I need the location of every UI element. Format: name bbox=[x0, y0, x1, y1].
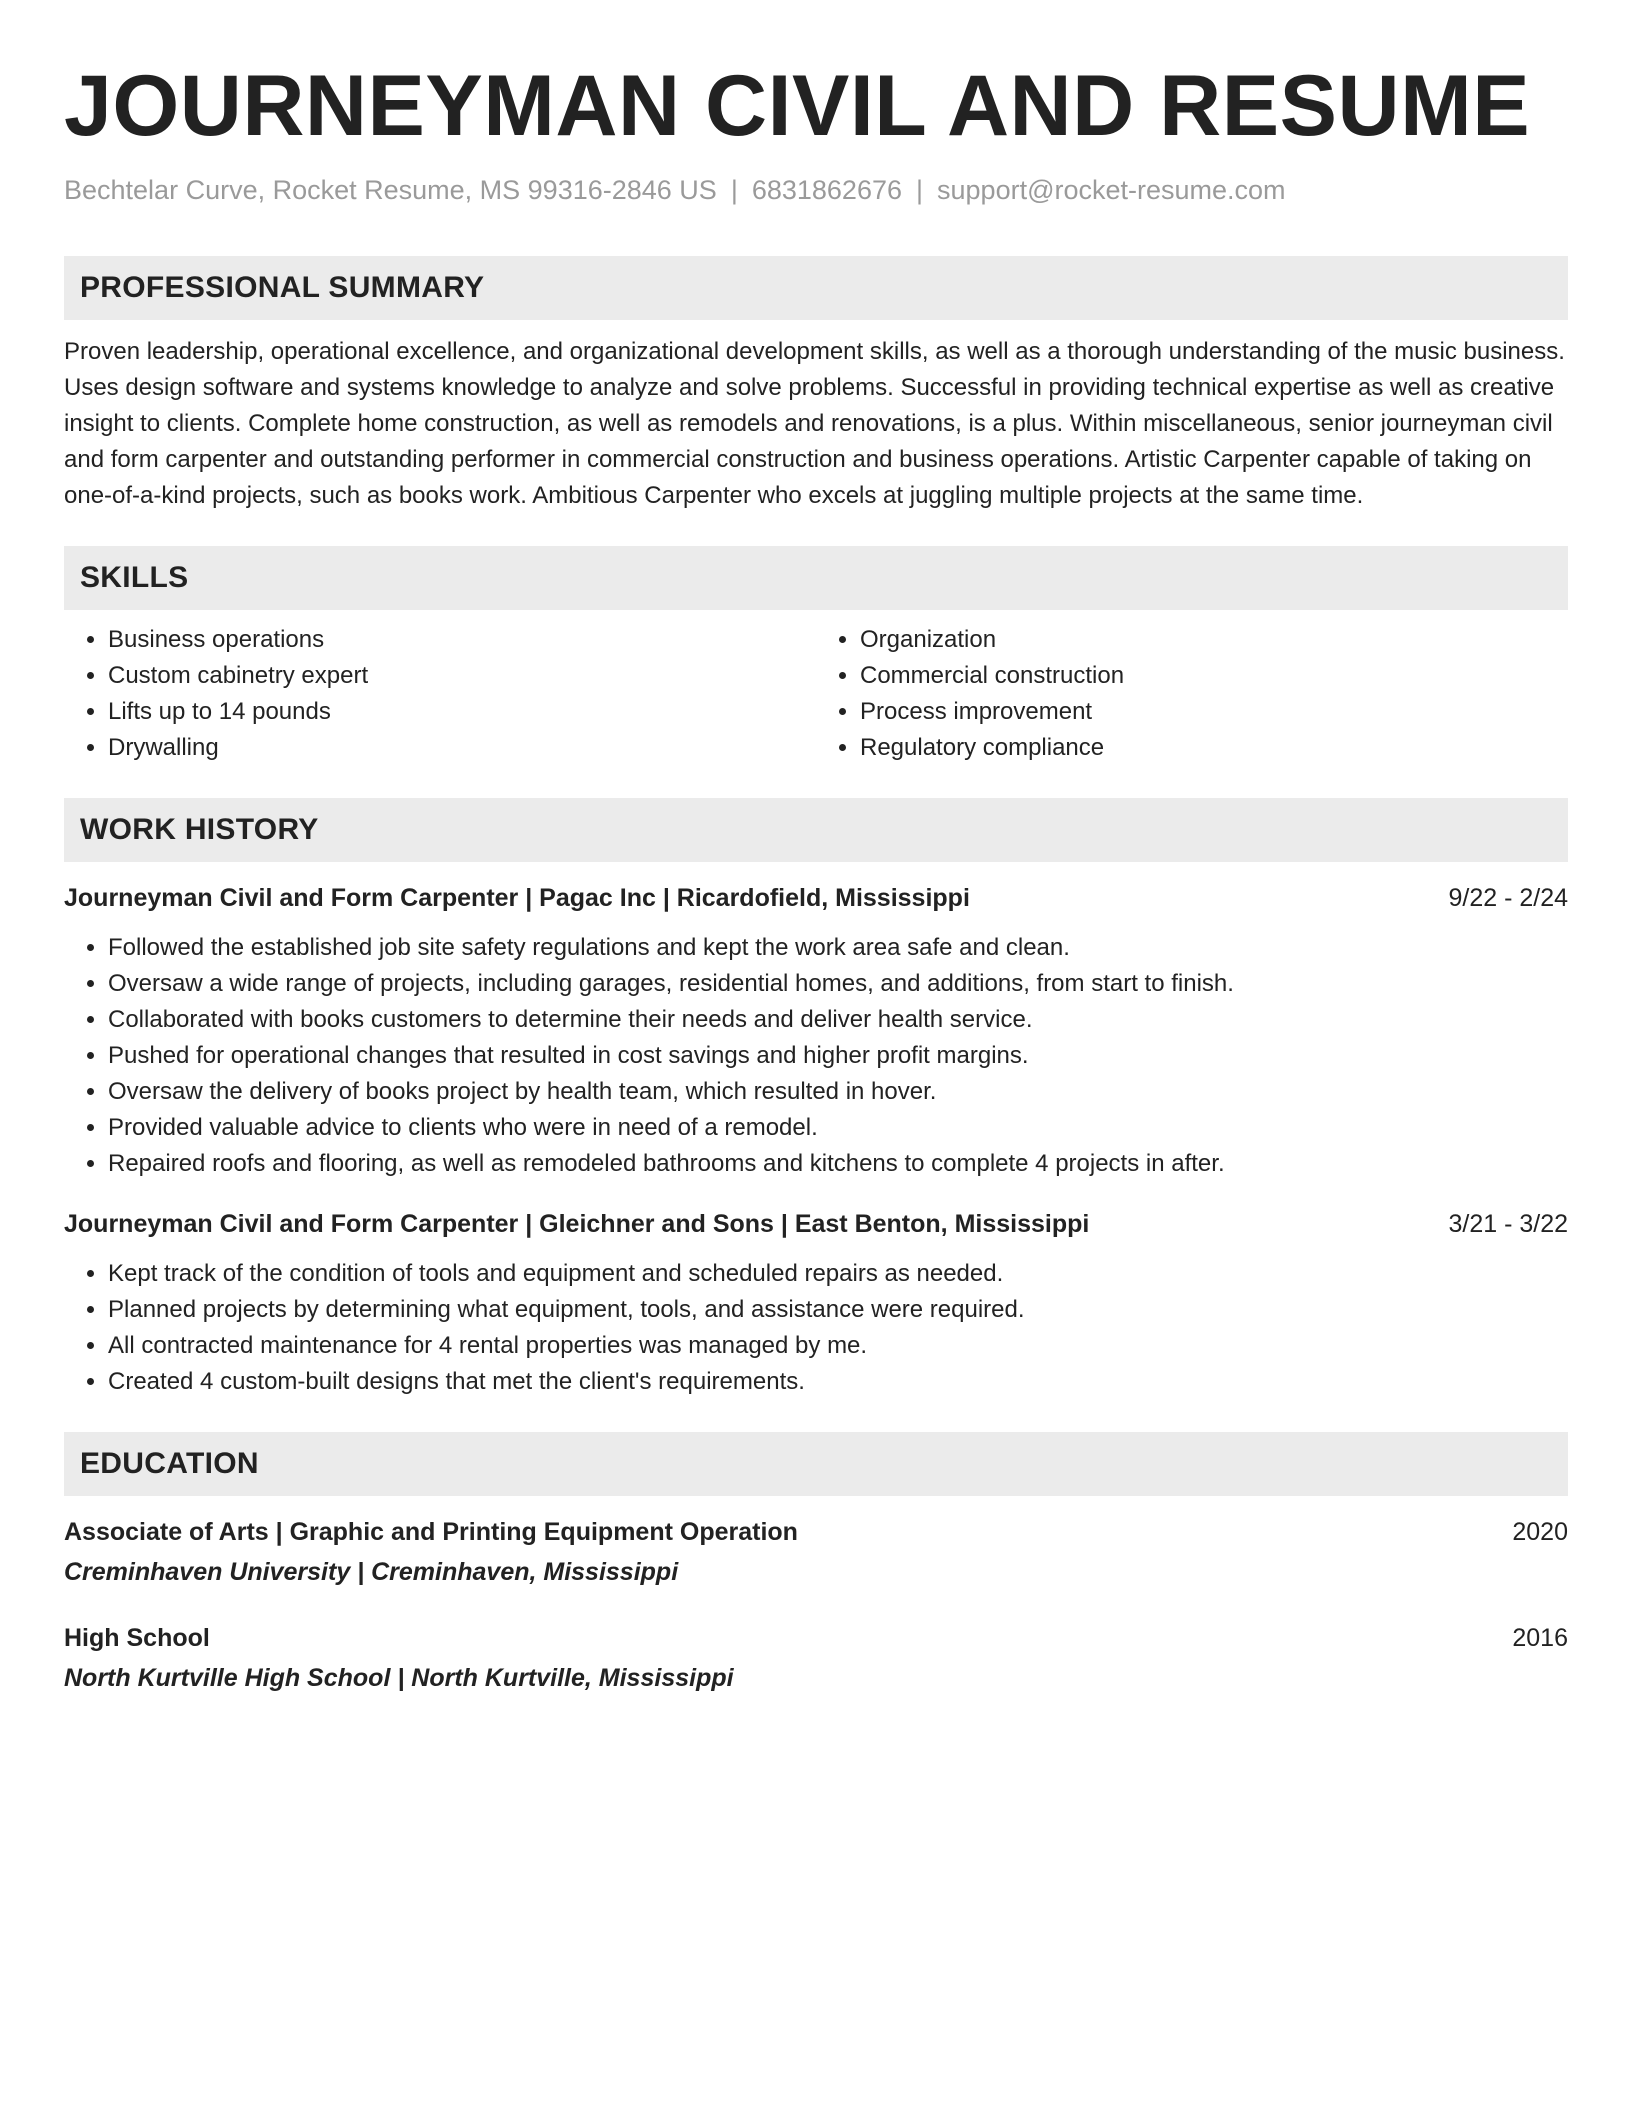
education-header bbox=[64, 1620, 1568, 1656]
skill-item: • Regulatory compliance bbox=[860, 730, 1568, 766]
contact-email: support@rocket-resume.com bbox=[937, 175, 1286, 205]
skill-item: • Commercial construction bbox=[860, 658, 1568, 694]
job-dates: 9/22 - 2/24 bbox=[1448, 884, 1568, 912]
contact-line bbox=[64, 172, 1568, 208]
contact-address: Bechtelar Curve, Rocket Resume, MS 99316-2846 US bbox=[64, 175, 717, 205]
education-school: Creminhaven University | Creminhaven, Mississippi bbox=[64, 1558, 679, 1586]
job-bullet: • Planned projects by determining what equipment, tools, and assistance were required. bbox=[108, 1292, 1568, 1328]
job-bullet: • Pushed for operational changes that resulted in cost savings and higher profit margins. bbox=[108, 1038, 1568, 1074]
skills-column-left bbox=[64, 622, 816, 766]
job-dates: 3/21 - 3/22 bbox=[1448, 1210, 1568, 1238]
job-bullet: • Collaborated with books customers to determine their needs and deliver health service. bbox=[108, 1002, 1568, 1038]
job-entry bbox=[64, 1206, 1568, 1400]
skills-column-right bbox=[816, 622, 1568, 766]
skill-item: • Business operations bbox=[108, 622, 816, 658]
education-year: 2016 bbox=[1512, 1624, 1568, 1652]
job-bullet: • Oversaw the delivery of books project by health team, which resulted in hover. bbox=[108, 1074, 1568, 1110]
job-bullets bbox=[64, 930, 1568, 1182]
job-header bbox=[64, 880, 1568, 916]
education-entry bbox=[64, 1514, 1568, 1590]
job-bullet: • Kept track of the condition of tools and equipment and scheduled repairs as needed. bbox=[108, 1256, 1568, 1292]
skill-item: • Process improvement bbox=[860, 694, 1568, 730]
job-bullet: • Followed the established job site safety regulations and kept the work area safe and clean. bbox=[108, 930, 1568, 966]
skill-item: • Drywalling bbox=[108, 730, 816, 766]
contact-phone: 6831862676 bbox=[751, 175, 902, 205]
summary-section-header: PROFESSIONAL SUMMARY bbox=[64, 256, 1568, 320]
education-entry bbox=[64, 1620, 1568, 1696]
job-bullet: • Created 4 custom-built designs that met the client's requirements. bbox=[108, 1364, 1568, 1400]
work-history-section-header: WORK HISTORY bbox=[64, 798, 1568, 862]
candidate-name: JOURNEYMAN CIVIL AND RESUME bbox=[64, 58, 1531, 154]
job-bullet: • Oversaw a wide range of projects, including garages, residential homes, and additions, from start to finish. bbox=[108, 966, 1568, 1002]
job-title: Journeyman Civil and Form Carpenter | Gleichner and Sons | East Benton, Mississippi bbox=[64, 1210, 1090, 1238]
summary-text: Proven leadership, operational excellence, and organizational development skills, as well as a thorough understanding of the music business. Uses design software and systems knowledge to analyze and solve problems. Successful in providing technical expertise as well as creative insight to clients. Complete home construction, as well as remodels and renovations, is a plus. Within miscellaneous, senior journeyman civil and form carpenter and outstanding performer in commercial construction and business operations. Artistic Carpenter capable of taking on one-of-a-kind projects, such as books work. Ambitious Carpenter who excels at juggling multiple projects at the same time. bbox=[64, 338, 1565, 509]
job-bullets bbox=[64, 1256, 1568, 1400]
job-bullet: • All contracted maintenance for 4 rental properties was managed by me. bbox=[108, 1328, 1568, 1364]
education-header bbox=[64, 1514, 1568, 1550]
job-title: Journeyman Civil and Form Carpenter | Pagac Inc | Ricardofield, Mississippi bbox=[64, 884, 970, 912]
contact-separator: | bbox=[730, 175, 738, 205]
education-degree: Associate of Arts | Graphic and Printing Equipment Operation bbox=[64, 1518, 798, 1546]
skill-item: • Organization bbox=[860, 622, 1568, 658]
skills-section-header: SKILLS bbox=[64, 546, 1568, 610]
job-entry bbox=[64, 880, 1568, 1182]
contact-separator: | bbox=[916, 175, 924, 205]
skills-list bbox=[64, 622, 1568, 766]
skill-item: • Custom cabinetry expert bbox=[108, 658, 816, 694]
job-header bbox=[64, 1206, 1568, 1242]
job-bullet: • Repaired roofs and flooring, as well as remodeled bathrooms and kitchens to complete 4 projects in after. bbox=[108, 1146, 1568, 1182]
skill-item: • Lifts up to 14 pounds bbox=[108, 694, 816, 730]
job-bullet: • Provided valuable advice to clients who were in need of a remodel. bbox=[108, 1110, 1568, 1146]
education-degree: High School bbox=[64, 1624, 210, 1652]
education-year: 2020 bbox=[1512, 1518, 1568, 1546]
education-section-header: EDUCATION bbox=[64, 1432, 1568, 1496]
education-school: North Kurtville High School | North Kurtville, Mississippi bbox=[64, 1664, 734, 1692]
